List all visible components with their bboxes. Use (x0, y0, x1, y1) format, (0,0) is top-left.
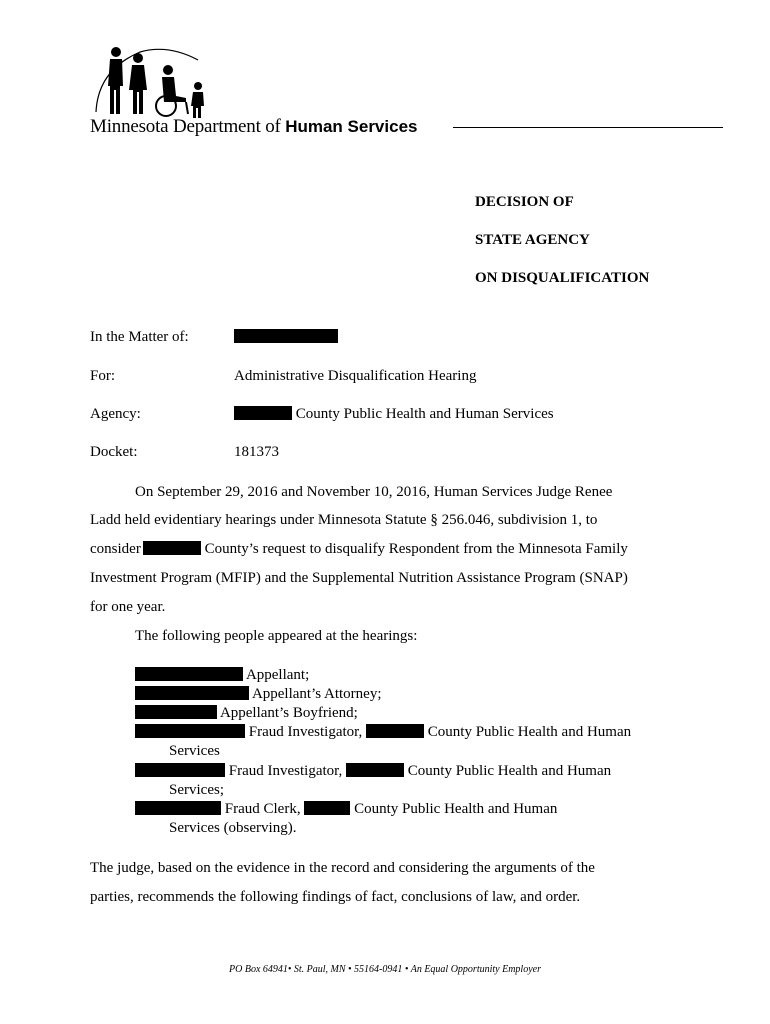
attendee-item (135, 667, 309, 684)
docket-label: Docket: (90, 444, 138, 460)
attendee-item (135, 801, 557, 818)
redaction-bar (234, 406, 292, 420)
attendee-org: County Public Health and Human (354, 801, 558, 817)
redaction-bar (143, 541, 201, 555)
agency-name (90, 116, 417, 138)
attendee-role: Appellant; (245, 667, 310, 683)
attendee-item (135, 705, 358, 722)
agency-name-bold: Human Services (285, 117, 418, 136)
attendee-continuation: Services (observing). (169, 820, 297, 836)
redaction-bar (135, 686, 249, 700)
body-line: On September 29, 2016 and November 10, 2016, Human Services Judge Renee (135, 484, 613, 500)
for-label: For: (90, 368, 116, 384)
closing-line: The judge, based on the evidence in the record and considering the arguments of the (90, 860, 595, 876)
page-footer: PO Box 64941• St. Paul, MN • 55164-0941 • An Equal Opportunity Employer (229, 964, 541, 975)
attendee-item (135, 724, 631, 741)
body-line: Ladd held evidentiary hearings under Minnesota Statute § 256.046, subdivision 1, to (90, 512, 598, 528)
agency-value-text: County Public Health and Human Services (295, 406, 554, 422)
redaction-bar (135, 705, 217, 719)
for-value: Administrative Disqualification Hearing (234, 368, 477, 384)
attendee-item (135, 686, 382, 703)
attendee-role: Fraud Investigator, (228, 763, 343, 779)
attendee-role: Fraud Clerk, (224, 801, 301, 817)
attendee-role: Fraud Investigator, (248, 724, 363, 740)
redaction-bar (135, 667, 243, 681)
redaction-bar (135, 801, 221, 815)
agency-label: Agency: (90, 406, 141, 422)
redaction-bar (366, 724, 424, 738)
attendee-continuation: Services; (169, 782, 224, 798)
matter-value (234, 329, 338, 346)
matter-label: In the Matter of: (90, 329, 189, 345)
redaction-bar (234, 329, 338, 343)
body-line: for one year. (90, 599, 166, 615)
redaction-bar (135, 763, 225, 777)
agency-name-light: Minnesota Department of (90, 116, 281, 137)
attendee-continuation: Services (169, 743, 220, 759)
redaction-bar (135, 724, 245, 738)
header-rule (453, 127, 723, 128)
attendee-role: Appellant’s Boyfriend; (219, 705, 358, 721)
closing-line: parties, recommends the following findings of fact, conclusions of law, and order. (90, 889, 581, 905)
docket-value: 181373 (234, 444, 279, 460)
body-line (90, 541, 628, 558)
redaction-bar (304, 801, 350, 815)
body-text: consider (90, 541, 141, 557)
attendee-role: Appellant’s Attorney; (251, 686, 382, 702)
attendee-org: County Public Health and Human (407, 763, 612, 779)
title-line-3: ON DISQUALIFICATION (475, 270, 650, 286)
family-figures-logo-icon (88, 42, 218, 120)
attendee-org: County Public Health and Human (427, 724, 632, 740)
attendee-item (135, 763, 611, 780)
title-line-1: DECISION OF (475, 194, 574, 210)
agency-value (234, 406, 554, 423)
body-line: Investment Program (MFIP) and the Supplemental Nutrition Assistance Program (SNAP) (90, 570, 628, 586)
body-text: County’s request to disqualify Respondent from the Minnesota Family (204, 541, 628, 557)
title-line-2: STATE AGENCY (475, 232, 590, 248)
redaction-bar (346, 763, 404, 777)
body-line: The following people appeared at the hearings: (135, 628, 418, 644)
